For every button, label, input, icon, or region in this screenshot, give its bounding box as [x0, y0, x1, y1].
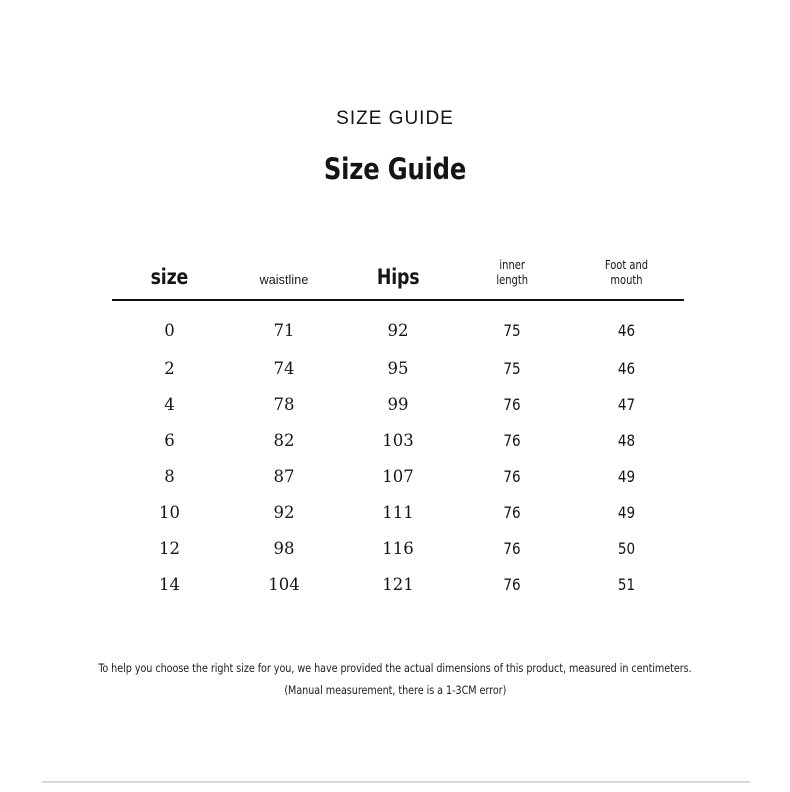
table-row: [112, 300, 684, 351]
cell-foot-and-mouth: 46: [617, 321, 636, 341]
footnote-line-1: To help you choose the right size for you, we have provided the actual dimensions of this product, measured in centimeters.: [98, 661, 692, 675]
cell-inner-length: 76: [503, 395, 521, 415]
cell-hips: 99: [387, 395, 409, 415]
table-row: [112, 351, 684, 387]
cell-size: 12: [159, 539, 180, 559]
cell-waistline: 98: [273, 539, 295, 559]
column-header-inner-length-label: inner length: [496, 258, 528, 287]
column-header-foot-and-mouth: [569, 258, 684, 300]
cell-foot-and-mouth: 46: [617, 359, 636, 379]
cell-waistline: 78: [273, 395, 295, 415]
cell-size: 10: [159, 503, 180, 523]
column-header-size: [112, 258, 227, 300]
page-title: Size Guide: [323, 152, 467, 186]
cell-inner-length: 76: [503, 503, 521, 523]
cell-inner-length: 75: [503, 359, 521, 379]
cell-waistline: 82: [273, 431, 295, 451]
cell-foot-and-mouth: 50: [617, 539, 636, 559]
cell-inner-length: 75: [503, 321, 521, 341]
cell-hips: 103: [382, 431, 414, 451]
cell-hips: 107: [382, 467, 414, 487]
cell-hips: 111: [382, 503, 414, 523]
table-row: [112, 495, 684, 531]
size-table-container: [112, 258, 684, 603]
cell-foot-and-mouth: 47: [617, 395, 636, 415]
cell-foot-and-mouth: 48: [617, 431, 636, 451]
table-row: [112, 387, 684, 423]
cell-inner-length: 76: [503, 467, 521, 487]
table-header-row: [112, 258, 684, 300]
cell-hips: 116: [382, 539, 414, 559]
cell-waistline: 87: [273, 467, 295, 487]
cell-size: 6: [164, 431, 175, 451]
table-row: [112, 531, 684, 567]
column-header-inner-length: [455, 258, 569, 300]
column-header-hips: [341, 258, 455, 300]
cell-foot-and-mouth: 51: [617, 575, 636, 595]
cell-size: 4: [164, 395, 175, 415]
bottom-divider: [42, 781, 750, 783]
column-header-hips-label: Hips: [376, 264, 420, 289]
cell-hips: 95: [387, 359, 409, 379]
size-table: [112, 258, 684, 603]
cell-size: 2: [164, 359, 175, 379]
table-header: [112, 258, 684, 300]
table-row: [112, 459, 684, 495]
cell-size: 0: [164, 321, 175, 341]
cell-inner-length: 76: [503, 431, 521, 451]
cell-size: 14: [159, 575, 180, 595]
cell-waistline: 104: [268, 575, 300, 595]
cell-waistline: 92: [273, 503, 295, 523]
column-header-waistline-label: waistline: [259, 272, 309, 287]
cell-foot-and-mouth: 49: [617, 503, 636, 523]
cell-hips: 121: [382, 575, 414, 595]
eyebrow-title: SIZE GUIDE: [336, 108, 454, 129]
cell-size: 8: [164, 467, 175, 487]
cell-waistline: 74: [273, 359, 295, 379]
column-header-foot-and-mouth-label: Foot and mouth: [604, 258, 649, 287]
column-header-waistline: [227, 258, 341, 300]
cell-waistline: 71: [273, 321, 295, 341]
table-body: [112, 300, 684, 603]
cell-foot-and-mouth: 49: [617, 467, 636, 487]
cell-inner-length: 76: [503, 575, 521, 595]
table-row: [112, 567, 684, 603]
cell-inner-length: 76: [503, 539, 521, 559]
footnote-line-2: (Manual measurement, there is a 1-3CM error): [284, 683, 506, 697]
cell-hips: 92: [387, 321, 409, 341]
table-row: [112, 423, 684, 459]
column-header-size-label: size: [150, 264, 189, 289]
